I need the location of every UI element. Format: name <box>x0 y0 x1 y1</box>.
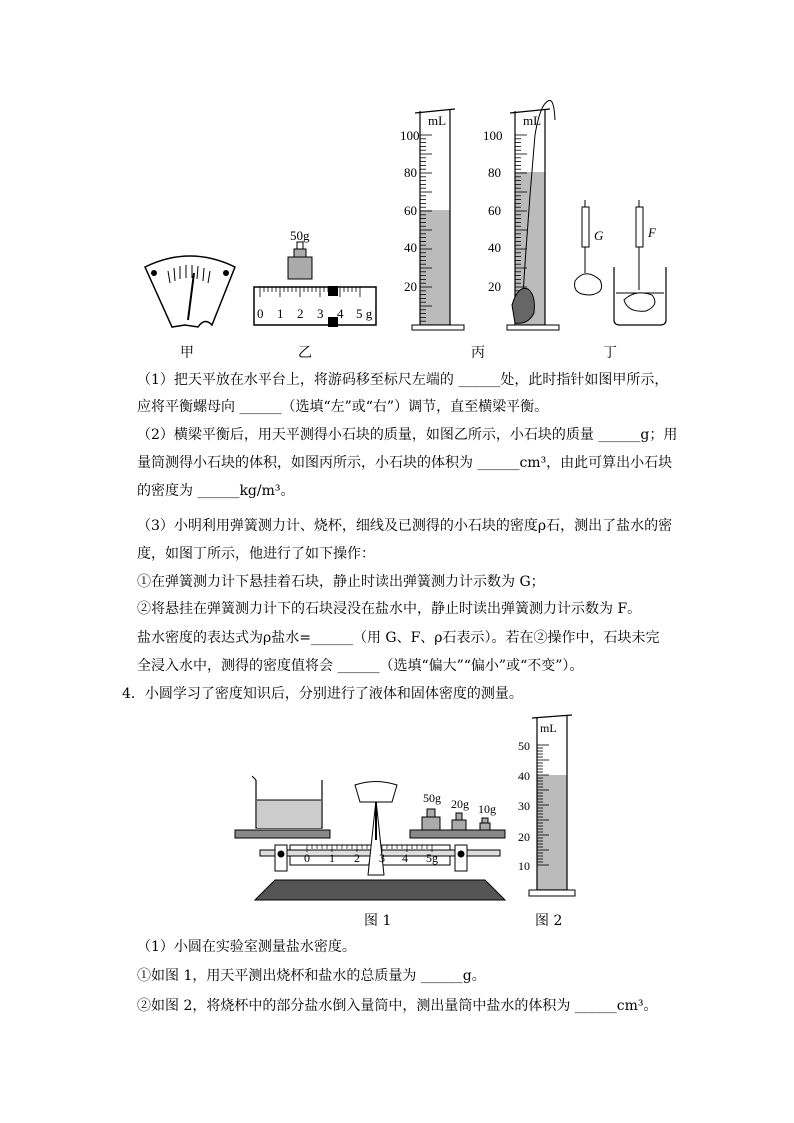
q3-line-1: （1）把天平放在水平台上，将游码移至标尺左端的 ______处，此时指针如图甲所示， <box>137 372 669 388</box>
svg-text:40: 40 <box>488 240 501 255</box>
q3-line-10: 盐水密度的表达式为ρ盐水=______（用 G、F、ρ石表示）。若在②操作中，石块未完 <box>137 630 660 646</box>
svg-text:1: 1 <box>277 306 284 321</box>
svg-text:40: 40 <box>404 240 417 255</box>
svg-text:30: 30 <box>518 799 530 813</box>
svg-text:60: 60 <box>404 203 417 218</box>
svg-text:60: 60 <box>488 203 501 218</box>
spring-scale-figure <box>575 200 666 325</box>
q4-line-2: ①如图 1，用天平测出烧杯和盐水的总质量为 ______g。 <box>137 968 486 984</box>
svg-text:4: 4 <box>402 851 408 865</box>
caption-ding: 丁 <box>603 345 617 361</box>
pointer-scale-icon <box>145 256 235 327</box>
svg-text:50g: 50g <box>423 791 441 805</box>
bottom-figures <box>230 710 590 935</box>
svg-text:80: 80 <box>404 165 417 180</box>
caption-jia: 甲 <box>180 345 194 361</box>
svg-text:mL: mL <box>540 721 557 735</box>
svg-text:2: 2 <box>354 851 360 865</box>
svg-text:40: 40 <box>518 769 530 783</box>
svg-text:0: 0 <box>257 306 264 321</box>
q3-line-6: （3）小明利用弹簧测力计、烧杯，细线及已测得的小石块的密度ρ石，测出了盐水的密 <box>137 518 673 534</box>
svg-text:1: 1 <box>329 851 335 865</box>
caption-bing: 丙 <box>471 345 485 361</box>
q4-title: 4．小圆学习了密度知识后，分别进行了液体和固体密度的测量。 <box>122 686 523 702</box>
svg-text:10g: 10g <box>478 802 496 816</box>
q3-line-11: 全浸入水中，测得的密度值将会 ______（选填“偏大”“偏小”或“不变”）。 <box>137 658 584 674</box>
svg-text:5g: 5g <box>426 851 438 865</box>
svg-text:10: 10 <box>518 859 530 873</box>
weight-50g-label: 50g <box>290 228 310 243</box>
q4-line-3: ②如图 2，将烧杯中的部分盐水倒入量筒中，测出量筒中盐水的体积为 ______cm³。 <box>137 998 658 1014</box>
svg-text:mL: mL <box>428 113 447 128</box>
svg-text:F: F <box>648 225 656 240</box>
top-figures <box>130 95 670 340</box>
svg-text:20: 20 <box>404 279 417 294</box>
svg-text:2: 2 <box>297 306 304 321</box>
caption-fig2: 图 2 <box>535 913 563 929</box>
caption-yi: 乙 <box>298 345 312 361</box>
svg-text:G: G <box>594 228 604 243</box>
svg-text:100: 100 <box>400 128 420 143</box>
spring-labels <box>594 225 657 243</box>
balance-icon <box>235 776 505 900</box>
q4-line-1: （1）小圆在实验室测量盐水密度。 <box>137 939 356 955</box>
cylinder-left <box>412 109 464 330</box>
svg-text:50: 50 <box>518 739 530 753</box>
svg-text:100: 100 <box>483 128 503 143</box>
svg-text:5 g: 5 g <box>356 306 373 321</box>
svg-text:3: 3 <box>317 306 324 321</box>
svg-text:20: 20 <box>488 279 501 294</box>
q3-line-9: ②将悬挂在弹簧测力计下的石块浸没在盐水中，静止时读出弹簧测力计示数为 F。 <box>137 601 642 617</box>
cylinder-right <box>507 100 559 330</box>
svg-text:20: 20 <box>518 830 530 844</box>
q3-line-4: 量筒测得小石块的体积，如图丙所示，小石块的体积为 ______cm³，由此可算出小石块 <box>137 455 673 471</box>
svg-text:3: 3 <box>379 851 385 865</box>
svg-text:20g: 20g <box>451 797 469 811</box>
cylinder-fig2 <box>529 715 575 896</box>
q3-line-3: （2）横梁平衡后，用天平测得小石块的质量，如图乙所示，小石块的质量 ______g；用 <box>137 427 678 443</box>
q3-line-2: 应将平衡螺母向 ______（选填“左”或“右”）调节，直至横梁平衡。 <box>137 399 549 415</box>
svg-text:4: 4 <box>337 306 344 321</box>
svg-text:80: 80 <box>488 165 501 180</box>
q3-line-5: 的密度为 ______kg/m³。 <box>137 483 295 499</box>
q3-line-8: ①在弹簧测力计下悬挂着石块，静止时读出弹簧测力计示数为 G； <box>137 574 545 590</box>
caption-fig1: 图 1 <box>364 913 392 929</box>
q3-line-7: 度，如图丁所示，他进行了如下操作： <box>137 546 375 562</box>
svg-text:0: 0 <box>304 851 310 865</box>
svg-text:mL: mL <box>523 113 542 128</box>
